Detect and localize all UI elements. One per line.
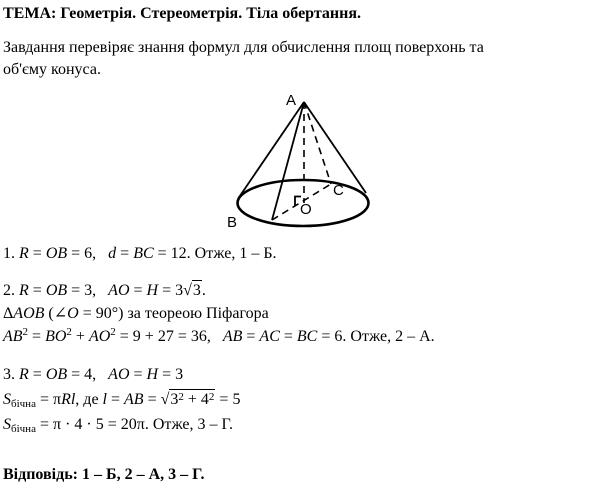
final-answer: Відповідь: 1 – Б, 2 – А, 3 – Г. bbox=[3, 466, 205, 483]
task-description bbox=[3, 37, 600, 80]
solution-step-2: 2. R = OB = 3, AO = H = 3√3. bbox=[3, 282, 206, 299]
point-label-c: C bbox=[333, 182, 344, 199]
solution-step-1: 1. R = OB = 6, d = BC = 12. Отже, 1 – Б. bbox=[3, 245, 277, 262]
page-title: ТЕМА: Геометрія. Стереометрія. Тіла обертання. bbox=[3, 5, 362, 22]
task-description-line-2: об'єму конуса. bbox=[3, 60, 101, 78]
point-label-b: B bbox=[227, 214, 238, 231]
cone-diagram bbox=[3, 84, 600, 234]
solution-step-3: 3. R = OB = 4, AO = H = 3 bbox=[3, 366, 184, 383]
vertex-label-a: A bbox=[286, 92, 297, 109]
solution-step-3-result: Sбічна = π · 4 · 5 = 20π. Отже, 3 – Г. bbox=[3, 416, 233, 435]
center-label-o: O bbox=[300, 201, 312, 218]
task-description-line-1: Завдання перевіряє знання формул для обчислення площ поверхонь та bbox=[3, 39, 484, 56]
slant-line-ac bbox=[304, 102, 331, 184]
solution-step-2-result: $AB^2 = BO^2 + AO^2 = 9 + 27 = 36$, AB = AC = BC = 6. Отже, 2 – А. bbox=[3, 326, 435, 345]
solution-step-2-pythagoras: ΔAOB (∠O = 90°) за теореою Піфагора bbox=[3, 305, 269, 322]
solution-step-3-lateral-formula: Sбічна = πRl, де l = AB = $√3^2 + 4^2 = 5$ bbox=[3, 391, 241, 410]
